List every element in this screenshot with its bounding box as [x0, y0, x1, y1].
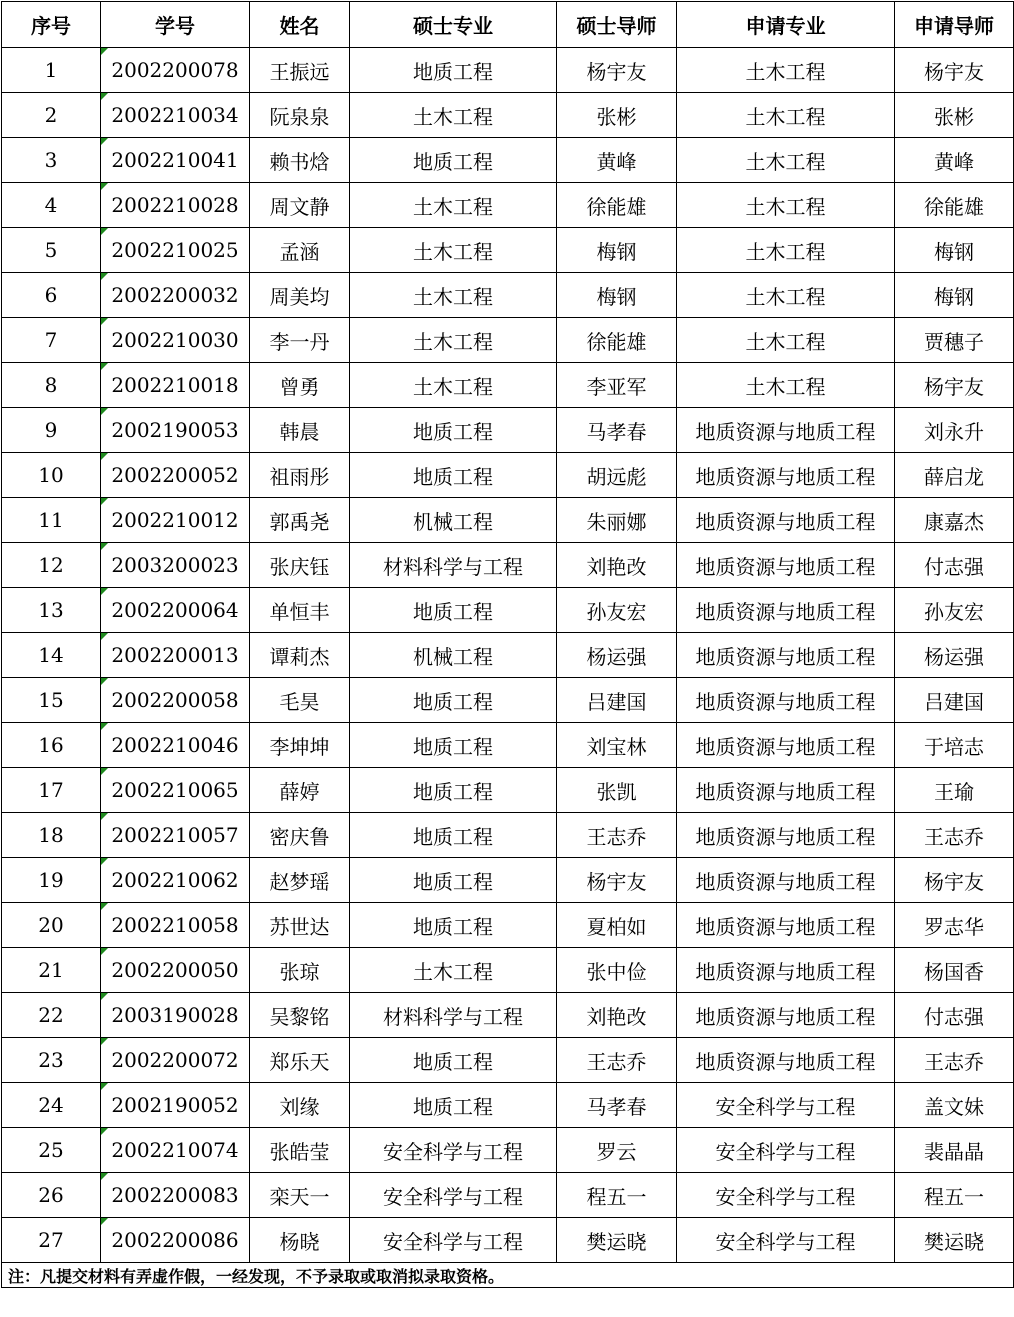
cell-applied-major: 地质资源与地质工程	[677, 1038, 895, 1083]
cell-student-id: 2003190028	[101, 993, 250, 1038]
cell-name: 单恒丰	[250, 588, 350, 633]
cell-student-id: 2002200083	[101, 1173, 250, 1218]
cell-master-advisor: 王志乔	[557, 813, 677, 858]
cell-applied-advisor: 杨宇友	[895, 858, 1014, 903]
table-row	[2, 813, 1014, 858]
cell-index: 1	[2, 48, 101, 93]
cell-applied-advisor: 孙友宏	[895, 588, 1014, 633]
cell-master-advisor: 杨宇友	[557, 48, 677, 93]
cell-name: 阮泉泉	[250, 93, 350, 138]
cell-marker-icon	[101, 1083, 108, 1090]
cell-master-advisor: 梅钢	[557, 228, 677, 273]
cell-name: 薛婷	[250, 768, 350, 813]
cell-master-major: 土木工程	[350, 183, 557, 228]
cell-student-id: 2002210057	[101, 813, 250, 858]
cell-master-advisor: 张彬	[557, 93, 677, 138]
cell-applied-major: 安全科学与工程	[677, 1083, 895, 1128]
cell-marker-icon	[101, 1173, 108, 1180]
cell-applied-advisor: 于培志	[895, 723, 1014, 768]
cell-index: 24	[2, 1083, 101, 1128]
table-row	[2, 48, 1014, 93]
cell-master-major: 安全科学与工程	[350, 1218, 557, 1263]
cell-marker-icon	[101, 1038, 108, 1045]
cell-applied-advisor: 梅钢	[895, 273, 1014, 318]
cell-applied-major: 安全科学与工程	[677, 1173, 895, 1218]
cell-name: 谭莉杰	[250, 633, 350, 678]
cell-master-major: 安全科学与工程	[350, 1128, 557, 1173]
cell-index: 13	[2, 588, 101, 633]
cell-marker-icon	[101, 813, 108, 820]
cell-index: 16	[2, 723, 101, 768]
cell-index: 8	[2, 363, 101, 408]
cell-index: 26	[2, 1173, 101, 1218]
cell-master-major: 材料科学与工程	[350, 543, 557, 588]
cell-master-major: 地质工程	[350, 858, 557, 903]
cell-applied-advisor: 程五一	[895, 1173, 1014, 1218]
table-row	[2, 633, 1014, 678]
table-row	[2, 543, 1014, 588]
cell-index: 2	[2, 93, 101, 138]
cell-name: 韩晨	[250, 408, 350, 453]
cell-master-advisor: 刘艳改	[557, 543, 677, 588]
cell-applied-advisor: 王志乔	[895, 1038, 1014, 1083]
cell-applied-major: 地质资源与地质工程	[677, 678, 895, 723]
cell-student-id: 2003200023	[101, 543, 250, 588]
cell-student-id: 2002210030	[101, 318, 250, 363]
cell-master-advisor: 徐能雄	[557, 318, 677, 363]
cell-name: 周美均	[250, 273, 350, 318]
table-row	[2, 408, 1014, 453]
cell-name: 郑乐天	[250, 1038, 350, 1083]
cell-marker-icon	[101, 588, 108, 595]
cell-name: 王振远	[250, 48, 350, 93]
cell-master-advisor: 孙友宏	[557, 588, 677, 633]
cell-student-id: 2002190052	[101, 1083, 250, 1128]
cell-index: 27	[2, 1218, 101, 1263]
cell-applied-major: 地质资源与地质工程	[677, 633, 895, 678]
table-row	[2, 1083, 1014, 1128]
cell-student-id: 2002210058	[101, 903, 250, 948]
table-row	[2, 678, 1014, 723]
cell-index: 22	[2, 993, 101, 1038]
cell-marker-icon	[101, 1128, 108, 1135]
cell-marker-icon	[101, 228, 108, 235]
cell-applied-advisor: 樊运晓	[895, 1218, 1014, 1263]
cell-name: 曾勇	[250, 363, 350, 408]
cell-master-major: 地质工程	[350, 723, 557, 768]
cell-name: 吴黎铭	[250, 993, 350, 1038]
cell-name: 毛昊	[250, 678, 350, 723]
cell-applied-advisor: 裴晶晶	[895, 1128, 1014, 1173]
cell-applied-major: 土木工程	[677, 318, 895, 363]
cell-index: 4	[2, 183, 101, 228]
cell-applied-major: 地质资源与地质工程	[677, 588, 895, 633]
cell-master-advisor: 张中俭	[557, 948, 677, 993]
cell-applied-major: 地质资源与地质工程	[677, 903, 895, 948]
cell-marker-icon	[101, 1218, 108, 1225]
cell-master-advisor: 李亚军	[557, 363, 677, 408]
cell-index: 23	[2, 1038, 101, 1083]
cell-applied-major: 地质资源与地质工程	[677, 768, 895, 813]
cell-master-major: 地质工程	[350, 48, 557, 93]
cell-student-id: 2002210034	[101, 93, 250, 138]
cell-student-id: 2002210065	[101, 768, 250, 813]
cell-index: 6	[2, 273, 101, 318]
cell-applied-major: 安全科学与工程	[677, 1128, 895, 1173]
cell-name: 张庆钰	[250, 543, 350, 588]
cell-index: 10	[2, 453, 101, 498]
admission-list-table	[1, 1, 1014, 1288]
cell-master-advisor: 黄峰	[557, 138, 677, 183]
cell-applied-major: 地质资源与地质工程	[677, 993, 895, 1038]
header-index: 序号	[2, 2, 101, 48]
cell-applied-advisor: 张彬	[895, 93, 1014, 138]
cell-name: 赵梦瑶	[250, 858, 350, 903]
cell-name: 赖书焓	[250, 138, 350, 183]
cell-student-id: 2002200052	[101, 453, 250, 498]
cell-applied-advisor: 徐能雄	[895, 183, 1014, 228]
table-body	[2, 48, 1014, 1263]
cell-master-major: 土木工程	[350, 948, 557, 993]
cell-student-id: 2002210062	[101, 858, 250, 903]
cell-index: 25	[2, 1128, 101, 1173]
cell-applied-major: 土木工程	[677, 183, 895, 228]
cell-marker-icon	[101, 543, 108, 550]
cell-student-id: 2002210046	[101, 723, 250, 768]
cell-name: 孟涵	[250, 228, 350, 273]
cell-marker-icon	[101, 498, 108, 505]
header-applied-advisor: 申请导师	[895, 2, 1014, 48]
cell-master-advisor: 樊运晓	[557, 1218, 677, 1263]
cell-master-advisor: 刘宝林	[557, 723, 677, 768]
cell-master-major: 土木工程	[350, 273, 557, 318]
cell-applied-advisor: 梅钢	[895, 228, 1014, 273]
table-row	[2, 228, 1014, 273]
cell-marker-icon	[101, 93, 108, 100]
table-row	[2, 1218, 1014, 1263]
cell-master-advisor: 徐能雄	[557, 183, 677, 228]
cell-master-major: 地质工程	[350, 453, 557, 498]
cell-index: 21	[2, 948, 101, 993]
cell-applied-advisor: 黄峰	[895, 138, 1014, 183]
cell-master-advisor: 马孝春	[557, 408, 677, 453]
cell-marker-icon	[101, 768, 108, 775]
table-row	[2, 453, 1014, 498]
cell-marker-icon	[101, 903, 108, 910]
cell-applied-major: 地质资源与地质工程	[677, 948, 895, 993]
cell-marker-icon	[101, 408, 108, 415]
cell-master-major: 地质工程	[350, 138, 557, 183]
table-row	[2, 93, 1014, 138]
cell-applied-advisor: 刘永升	[895, 408, 1014, 453]
table-row	[2, 1128, 1014, 1173]
table-row	[2, 948, 1014, 993]
cell-master-major: 地质工程	[350, 588, 557, 633]
cell-index: 17	[2, 768, 101, 813]
cell-applied-advisor: 付志强	[895, 993, 1014, 1038]
cell-marker-icon	[101, 633, 108, 640]
cell-master-advisor: 梅钢	[557, 273, 677, 318]
cell-name: 李一丹	[250, 318, 350, 363]
table-row	[2, 723, 1014, 768]
cell-master-major: 安全科学与工程	[350, 1173, 557, 1218]
cell-master-major: 材料科学与工程	[350, 993, 557, 1038]
table-row	[2, 138, 1014, 183]
cell-index: 19	[2, 858, 101, 903]
cell-marker-icon	[101, 138, 108, 145]
cell-student-id: 2002210028	[101, 183, 250, 228]
cell-applied-advisor: 杨宇友	[895, 363, 1014, 408]
cell-index: 14	[2, 633, 101, 678]
cell-index: 3	[2, 138, 101, 183]
cell-master-advisor: 夏柏如	[557, 903, 677, 948]
cell-index: 5	[2, 228, 101, 273]
cell-master-advisor: 朱丽娜	[557, 498, 677, 543]
header-student-id: 学号	[101, 2, 250, 48]
cell-applied-advisor: 罗志华	[895, 903, 1014, 948]
cell-marker-icon	[101, 48, 108, 55]
cell-student-id: 2002200058	[101, 678, 250, 723]
cell-applied-major: 地质资源与地质工程	[677, 498, 895, 543]
cell-master-advisor: 王志乔	[557, 1038, 677, 1083]
cell-student-id: 2002200072	[101, 1038, 250, 1083]
note-row	[2, 1263, 1014, 1288]
cell-master-advisor: 程五一	[557, 1173, 677, 1218]
cell-student-id: 2002210074	[101, 1128, 250, 1173]
cell-applied-advisor: 吕建国	[895, 678, 1014, 723]
cell-master-major: 地质工程	[350, 1038, 557, 1083]
table-row	[2, 768, 1014, 813]
cell-applied-advisor: 王瑜	[895, 768, 1014, 813]
cell-master-advisor: 马孝春	[557, 1083, 677, 1128]
cell-index: 18	[2, 813, 101, 858]
cell-master-major: 土木工程	[350, 363, 557, 408]
header-master-major: 硕士专业	[350, 2, 557, 48]
table-row	[2, 858, 1014, 903]
cell-marker-icon	[101, 183, 108, 190]
cell-name: 栾天一	[250, 1173, 350, 1218]
cell-marker-icon	[101, 993, 108, 1000]
cell-applied-major: 地质资源与地质工程	[677, 723, 895, 768]
cell-applied-major: 土木工程	[677, 363, 895, 408]
cell-student-id: 2002210025	[101, 228, 250, 273]
cell-index: 20	[2, 903, 101, 948]
cell-name: 密庆鲁	[250, 813, 350, 858]
cell-applied-advisor: 盖文妹	[895, 1083, 1014, 1128]
cell-applied-advisor: 付志强	[895, 543, 1014, 588]
table-row	[2, 498, 1014, 543]
cell-master-major: 地质工程	[350, 678, 557, 723]
cell-student-id: 2002210018	[101, 363, 250, 408]
cell-marker-icon	[101, 948, 108, 955]
cell-name: 张皓莹	[250, 1128, 350, 1173]
cell-applied-advisor: 贾穗子	[895, 318, 1014, 363]
cell-applied-advisor: 薛启龙	[895, 453, 1014, 498]
table-row	[2, 183, 1014, 228]
table-row	[2, 363, 1014, 408]
cell-marker-icon	[101, 273, 108, 280]
cell-applied-major: 地质资源与地质工程	[677, 453, 895, 498]
cell-student-id: 2002200050	[101, 948, 250, 993]
cell-student-id: 2002200086	[101, 1218, 250, 1263]
cell-master-advisor: 张凯	[557, 768, 677, 813]
cell-name: 祖雨彤	[250, 453, 350, 498]
header-applied-major: 申请专业	[677, 2, 895, 48]
table-row	[2, 318, 1014, 363]
header-master-advisor: 硕士导师	[557, 2, 677, 48]
cell-applied-advisor: 杨运强	[895, 633, 1014, 678]
cell-applied-major: 地质资源与地质工程	[677, 408, 895, 453]
cell-student-id: 2002210012	[101, 498, 250, 543]
cell-applied-major: 地质资源与地质工程	[677, 813, 895, 858]
footnote: 注：凡提交材料有弄虚作假，一经发现，不予录取或取消拟录取资格。	[2, 1263, 1014, 1288]
cell-name: 刘缘	[250, 1083, 350, 1128]
cell-master-major: 地质工程	[350, 768, 557, 813]
cell-master-major: 地质工程	[350, 1083, 557, 1128]
cell-master-advisor: 刘艳改	[557, 993, 677, 1038]
cell-master-advisor: 吕建国	[557, 678, 677, 723]
cell-marker-icon	[101, 678, 108, 685]
cell-student-id: 2002190053	[101, 408, 250, 453]
cell-master-advisor: 杨运强	[557, 633, 677, 678]
table-row	[2, 273, 1014, 318]
table-row	[2, 588, 1014, 633]
cell-master-major: 土木工程	[350, 318, 557, 363]
cell-student-id: 2002200032	[101, 273, 250, 318]
cell-applied-advisor: 杨宇友	[895, 48, 1014, 93]
cell-applied-major: 土木工程	[677, 273, 895, 318]
cell-student-id: 2002200064	[101, 588, 250, 633]
cell-applied-major: 土木工程	[677, 138, 895, 183]
cell-applied-major: 土木工程	[677, 228, 895, 273]
cell-name: 苏世达	[250, 903, 350, 948]
cell-name: 郭禹尧	[250, 498, 350, 543]
table-row	[2, 1038, 1014, 1083]
cell-applied-major: 地质资源与地质工程	[677, 543, 895, 588]
cell-master-major: 土木工程	[350, 228, 557, 273]
cell-applied-major: 土木工程	[677, 48, 895, 93]
cell-name: 杨晓	[250, 1218, 350, 1263]
cell-master-advisor: 胡远彪	[557, 453, 677, 498]
cell-master-advisor: 罗云	[557, 1128, 677, 1173]
cell-index: 11	[2, 498, 101, 543]
table-row	[2, 993, 1014, 1038]
cell-marker-icon	[101, 453, 108, 460]
table-row	[2, 1173, 1014, 1218]
cell-master-major: 地质工程	[350, 408, 557, 453]
cell-marker-icon	[101, 723, 108, 730]
cell-student-id: 2002200013	[101, 633, 250, 678]
cell-applied-advisor: 王志乔	[895, 813, 1014, 858]
cell-master-major: 机械工程	[350, 633, 557, 678]
cell-student-id: 2002200078	[101, 48, 250, 93]
cell-applied-major: 地质资源与地质工程	[677, 858, 895, 903]
cell-applied-advisor: 康嘉杰	[895, 498, 1014, 543]
header-row	[2, 2, 1014, 48]
cell-index: 12	[2, 543, 101, 588]
table-row	[2, 903, 1014, 948]
cell-applied-advisor: 杨国香	[895, 948, 1014, 993]
header-name: 姓名	[250, 2, 350, 48]
cell-student-id: 2002210041	[101, 138, 250, 183]
cell-master-major: 土木工程	[350, 93, 557, 138]
cell-applied-major: 安全科学与工程	[677, 1218, 895, 1263]
cell-marker-icon	[101, 318, 108, 325]
cell-applied-major: 土木工程	[677, 93, 895, 138]
cell-master-major: 地质工程	[350, 903, 557, 948]
cell-marker-icon	[101, 858, 108, 865]
cell-name: 李坤坤	[250, 723, 350, 768]
cell-index: 9	[2, 408, 101, 453]
cell-name: 周文静	[250, 183, 350, 228]
cell-index: 7	[2, 318, 101, 363]
cell-master-advisor: 杨宇友	[557, 858, 677, 903]
cell-master-major: 机械工程	[350, 498, 557, 543]
cell-marker-icon	[101, 363, 108, 370]
cell-name: 张琼	[250, 948, 350, 993]
cell-index: 15	[2, 678, 101, 723]
cell-master-major: 地质工程	[350, 813, 557, 858]
